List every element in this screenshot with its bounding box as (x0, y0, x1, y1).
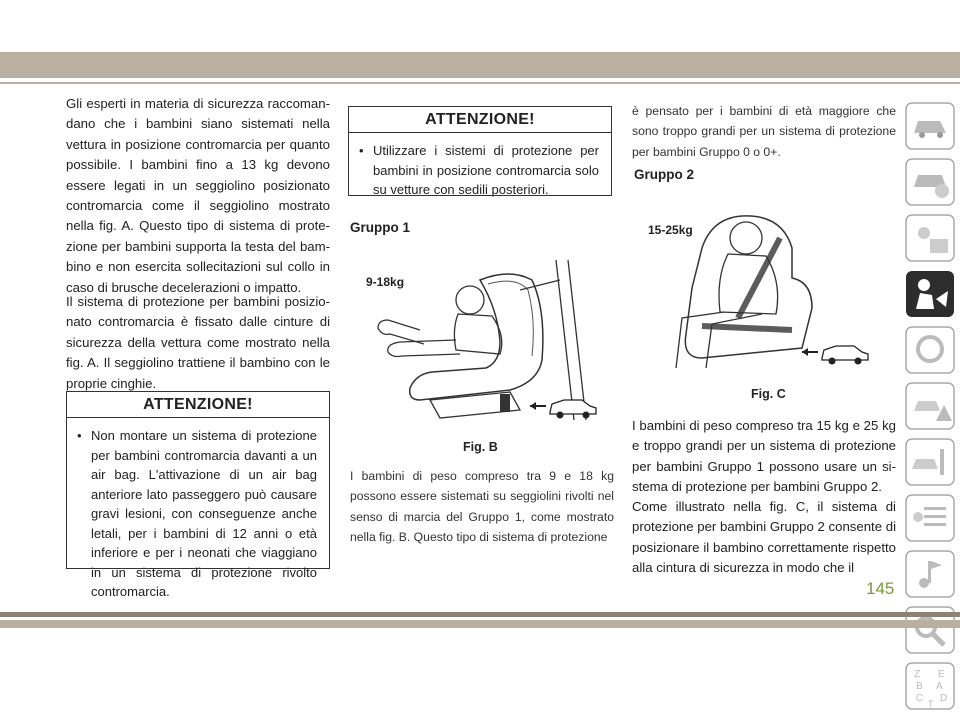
index-letter: B (916, 680, 923, 692)
index-letter: C (916, 692, 924, 704)
steering-key-icon (904, 325, 956, 375)
bullet: • (77, 428, 82, 443)
figure-c-caption: Fig. C (751, 387, 786, 401)
bullet: • (359, 143, 364, 158)
maintenance-car-icon (904, 437, 956, 487)
index-letter: A (936, 680, 943, 692)
dashboard-car-icon (904, 101, 956, 151)
warning-lights-icon (904, 213, 956, 263)
warning-text: Non montare un sistema di protezione per bambini contromarcia davanti a un air bag. L'attivazione di un air bag anteriore lato passeggero può causare gravi lesioni, con conseguenze anche letali, per i bambini di 12 anni o età inferiore e per i neonati che viaggiano in un sistema di protezione rivolto contromarcia. (91, 428, 317, 599)
figure-b-caption: Fig. B (463, 440, 498, 454)
specifications-list-icon (904, 493, 956, 543)
tab-specifications[interactable] (900, 490, 960, 545)
col3-paragraph-0: è pensato per i bambini di età maggiore che sono troppo grandi per un sistema di protezione per bambini Gruppo 0 o 0+. (632, 104, 896, 159)
index-letter: D (940, 692, 948, 704)
tab-dashboard[interactable] (900, 98, 960, 153)
tab-alphabet-index[interactable] (900, 658, 960, 713)
multimedia-music-icon (904, 549, 956, 599)
tab-car-info[interactable] (900, 154, 960, 209)
col3-paragraph-1: I bambini di peso compreso tra 15 kg e 25 kg e troppo grandi per un sistema di protezione per bambini Gruppo 1 possono usare un sistema di protezione per bambini Gruppo 2. (632, 418, 896, 495)
col1-paragraph-1: Gli esperti in materia di sicurezza raccomandano che i bambini siano sistemati nella vettura in posizione contromarcia per quanto possibile. I bambini fino a 13 kg devono essere legati in un seggiolino posizionato contromarcia come il seggiolino mostrato nella fig. A. Questo tipo di sistema di protezione per bambini supporta la testa del bambino e non esercita sollecitazioni sul collo in caso di brusche decelerazioni o impatto. (66, 96, 330, 295)
emergency-triangle-icon (904, 381, 956, 431)
col3-paragraph-2: Come illustrato nella fig. C, il sistema di protezione per bambini Gruppo 2 consente di posizionare il bambino correttamente rispetto alla cintura di sicurezza in modo che il (632, 499, 896, 576)
figure-c-illustration (642, 208, 892, 380)
warning-title: ATTENZIONE! (349, 107, 611, 133)
warning-box-airbag (66, 391, 330, 599)
figure-b-weight-label: 9-18kg (366, 275, 405, 289)
figure-b-illustration (360, 250, 610, 430)
section-heading-gruppo-1: Gruppo 1 (350, 220, 410, 235)
warning-title: ATTENZIONE! (67, 392, 329, 418)
section-heading-gruppo-2: Gruppo 2 (634, 167, 694, 182)
tab-index-search[interactable] (900, 602, 960, 657)
tab-driving[interactable] (900, 322, 960, 377)
tab-warning-lights[interactable] (900, 210, 960, 265)
index-letter: T (928, 698, 934, 709)
warning-box-rear-seats (348, 106, 612, 196)
safety-airbag-icon (904, 269, 956, 319)
header-rule (0, 82, 960, 84)
col2-paragraph: I bambini di peso compreso tra 9 e 18 kg possono essere sistemati su seggiolini rivolti nel senso di marcia del Gruppo 1, come mostrato nella fig. B. Questo tipo di sistema di protezione (350, 469, 614, 545)
header-band (0, 52, 960, 78)
col1-paragraph-2: Il sistema di protezione per bambini posizionato contromarcia è fissato dalle cinture di sicurezza della vettura come mostrato nella fig. A. Il seggiolino trattiene il bambino con le proprie cinghie. (66, 294, 330, 391)
car-info-icon (904, 157, 956, 207)
figure-c-weight-label: 15-25kg (648, 223, 693, 237)
footer-band (0, 620, 960, 628)
tab-emergency[interactable] (900, 378, 960, 433)
index-letter: Z (914, 668, 921, 680)
index-letter: E (938, 668, 945, 680)
warning-text: Utilizzare i sistemi di protezione per bambini in posizione contromarcia solo su vetture con sedili posteriori. (373, 143, 599, 197)
page-number: 145 (866, 579, 895, 598)
tab-safety[interactable] (900, 266, 960, 321)
alphabet-index-icon (904, 661, 956, 711)
tab-multimedia[interactable] (900, 546, 960, 601)
footer-band-dark (0, 612, 960, 617)
tab-maintenance[interactable] (900, 434, 960, 489)
